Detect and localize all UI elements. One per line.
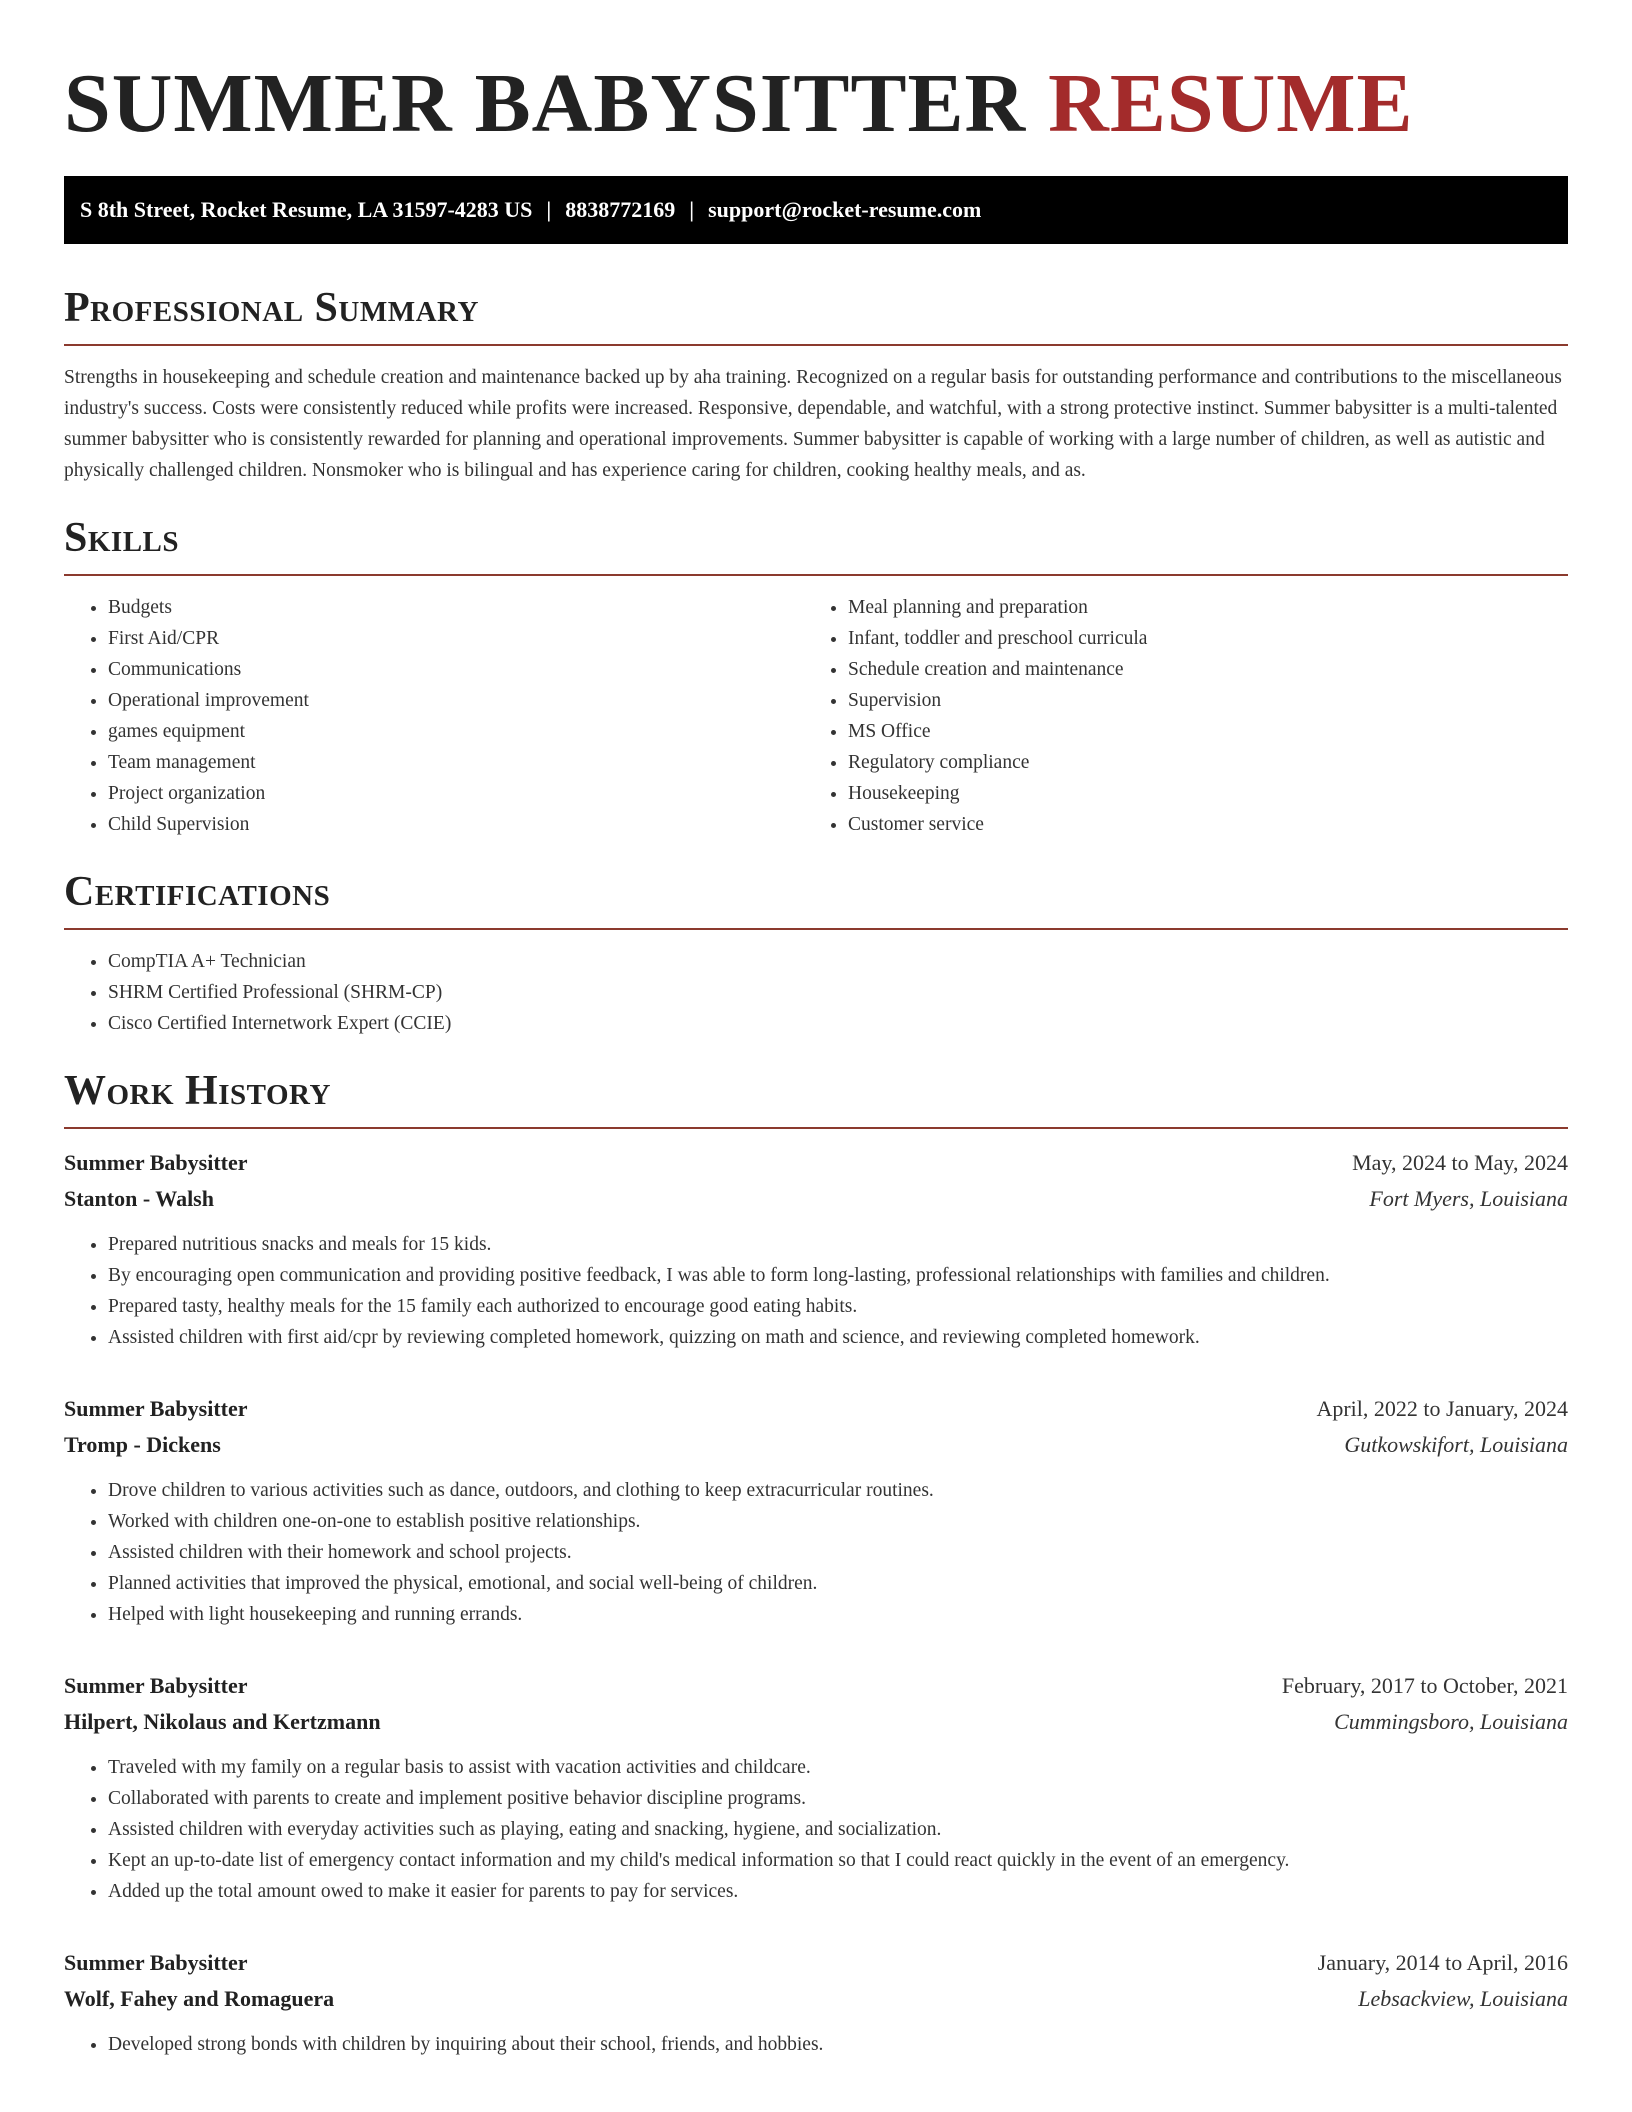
job-bullet: • Prepared nutritious snacks and meals for 15 kids. xyxy=(108,1229,1568,1260)
skill-item: • Meal planning and preparation xyxy=(848,592,1544,623)
job-company-row xyxy=(64,1427,1568,1463)
skill-item: • Schedule creation and maintenance xyxy=(848,654,1544,685)
job-bullet: • Developed strong bonds with children by inquiring about their school, friends, and hobbies. xyxy=(108,2029,1568,2060)
skill-item: • Infant, toddler and preschool curricula xyxy=(848,623,1544,654)
job-location: Gutkowskifort, Louisiana xyxy=(1344,1432,1568,1457)
job-bullet: • Collaborated with parents to create and implement positive behavior discipline programs. xyxy=(108,1783,1568,1814)
job-bullet: • Prepared tasty, healthy meals for the 15 family each authorized to encourage good eating habits. xyxy=(108,1291,1568,1322)
job-title: Summer Babysitter xyxy=(64,1950,248,1975)
skill-item: • Child Supervision xyxy=(108,809,804,840)
job-bullets xyxy=(64,1752,1568,1907)
certifications-list xyxy=(64,946,1568,1039)
skills-list xyxy=(804,592,1544,840)
job-entry xyxy=(64,1391,1568,1630)
skills-section xyxy=(64,514,1568,840)
section-heading: Professional Summary xyxy=(64,284,1568,346)
contact-separator: | xyxy=(689,197,695,222)
skill-item: • games equipment xyxy=(108,716,804,747)
job-bullet: • Assisted children with their homework and school projects. xyxy=(108,1537,1568,1568)
professional-summary-section xyxy=(64,284,1568,486)
certification-item: • SHRM Certified Professional (SHRM-CP) xyxy=(108,977,1568,1008)
contact-phone: 8838772169 xyxy=(565,197,676,222)
skills-list xyxy=(64,592,804,840)
job-company-row xyxy=(64,1181,1568,1217)
skill-item: • Operational improvement xyxy=(108,685,804,716)
job-location: Fort Myers, Louisiana xyxy=(1369,1186,1568,1211)
summary-text: Strengths in housekeeping and schedule creation and maintenance backed up by aha training. Recognized on a regular basis for outstanding performance and contributions to the miscellaneous industry's success. Costs were consistently reduced while profits were increased. Responsive, dependable, and watchful, with a strong protective instinct. Summer babysitter is a multi-talented summer babysitter who is consistently rewarded for planning and operational improvements. Summer babysitter is capable of working with a large number of children, as well as autistic and physically challenged children. Nonsmoker who is bilingual and has experience caring for children, cooking healthy meals, and as. xyxy=(64,367,1562,481)
job-entry xyxy=(64,1145,1568,1353)
job-bullet: • Assisted children with first aid/cpr by reviewing completed homework, quizzing on math and science, and reviewing completed homework. xyxy=(108,1322,1568,1353)
job-location: Cummingsboro, Louisiana xyxy=(1334,1709,1568,1734)
certification-item: • Cisco Certified Internetwork Expert (CCIE) xyxy=(108,1008,1568,1039)
job-dates: February, 2017 to October, 2021 xyxy=(1281,1673,1568,1698)
job-title-row xyxy=(64,1391,1568,1427)
job-bullet: • Added up the total amount owed to make it easier for parents to pay for services. xyxy=(108,1876,1568,1907)
job-bullet: • Drove children to various activities such as dance, outdoors, and clothing to keep extracurricular routines. xyxy=(108,1475,1568,1506)
job-bullets xyxy=(64,1475,1568,1630)
skill-item: • Project organization xyxy=(108,778,804,809)
skill-item: • First Aid/CPR xyxy=(108,623,804,654)
title-main: SUMMER BABYSITTER xyxy=(64,57,1027,150)
resume-page xyxy=(64,56,1568,2060)
skill-item: • Budgets xyxy=(108,592,804,623)
job-title-row xyxy=(64,1145,1568,1181)
job-dates: May, 2024 to May, 2024 xyxy=(1352,1150,1568,1175)
skill-item: • Customer service xyxy=(848,809,1544,840)
skill-item: • Team management xyxy=(108,747,804,778)
skills-column-left xyxy=(64,592,804,840)
skill-item: • Communications xyxy=(108,654,804,685)
skills-grid xyxy=(64,592,1568,840)
section-heading: Skills xyxy=(64,514,1568,576)
job-bullet: • Traveled with my family on a regular basis to assist with vacation activities and childcare. xyxy=(108,1752,1568,1783)
job-entry xyxy=(64,1945,1568,2060)
resume-title xyxy=(64,56,1568,152)
job-bullet: • Helped with light housekeeping and running errands. xyxy=(108,1599,1568,1630)
job-bullets xyxy=(64,2029,1568,2060)
skills-column-right xyxy=(804,592,1544,840)
certification-item: • CompTIA A+ Technician xyxy=(108,946,1568,977)
job-title-row xyxy=(64,1668,1568,1704)
title-accent: RESUME xyxy=(1048,57,1414,150)
job-title-row xyxy=(64,1945,1568,1981)
job-company: Wolf, Fahey and Romaguera xyxy=(64,1986,335,2011)
contact-address: S 8th Street, Rocket Resume, LA 31597-4283 US xyxy=(80,197,533,222)
job-dates: January, 2014 to April, 2016 xyxy=(1317,1950,1568,1975)
job-bullet: • Planned activities that improved the physical, emotional, and social well-being of children. xyxy=(108,1568,1568,1599)
skill-item: • Housekeeping xyxy=(848,778,1544,809)
skill-item: • Regulatory compliance xyxy=(848,747,1544,778)
job-company-row xyxy=(64,1981,1568,2017)
job-title: Summer Babysitter xyxy=(64,1673,248,1698)
job-company: Hilpert, Nikolaus and Kertzmann xyxy=(64,1709,381,1734)
job-title: Summer Babysitter xyxy=(64,1396,248,1421)
job-bullet: • Kept an up-to-date list of emergency contact information and my child's medical information so that I could react quickly in the event of an emergency. xyxy=(108,1845,1568,1876)
job-location: Lebsackview, Louisiana xyxy=(1358,1986,1568,2011)
certifications-section xyxy=(64,868,1568,1039)
contact-bar xyxy=(64,176,1568,244)
job-company: Tromp - Dickens xyxy=(64,1432,221,1457)
contact-email: support@rocket-resume.com xyxy=(708,197,982,222)
job-company: Stanton - Walsh xyxy=(64,1186,214,1211)
section-heading: Certifications xyxy=(64,868,1568,930)
skill-item: • MS Office xyxy=(848,716,1544,747)
job-title: Summer Babysitter xyxy=(64,1150,248,1175)
skill-item: • Supervision xyxy=(848,685,1544,716)
job-bullet: • Assisted children with everyday activities such as playing, eating and snacking, hygiene, and socialization. xyxy=(108,1814,1568,1845)
job-dates: April, 2022 to January, 2024 xyxy=(1316,1396,1568,1421)
job-entry xyxy=(64,1668,1568,1907)
job-bullet: • By encouraging open communication and providing positive feedback, I was able to form long-lasting, professional relationships with families and children. xyxy=(108,1260,1568,1291)
section-heading: Work History xyxy=(64,1067,1568,1129)
job-company-row xyxy=(64,1704,1568,1740)
job-bullet: • Worked with children one-on-one to establish positive relationships. xyxy=(108,1506,1568,1537)
contact-separator: | xyxy=(546,197,552,222)
work-history-section xyxy=(64,1067,1568,2060)
job-bullets xyxy=(64,1229,1568,1353)
